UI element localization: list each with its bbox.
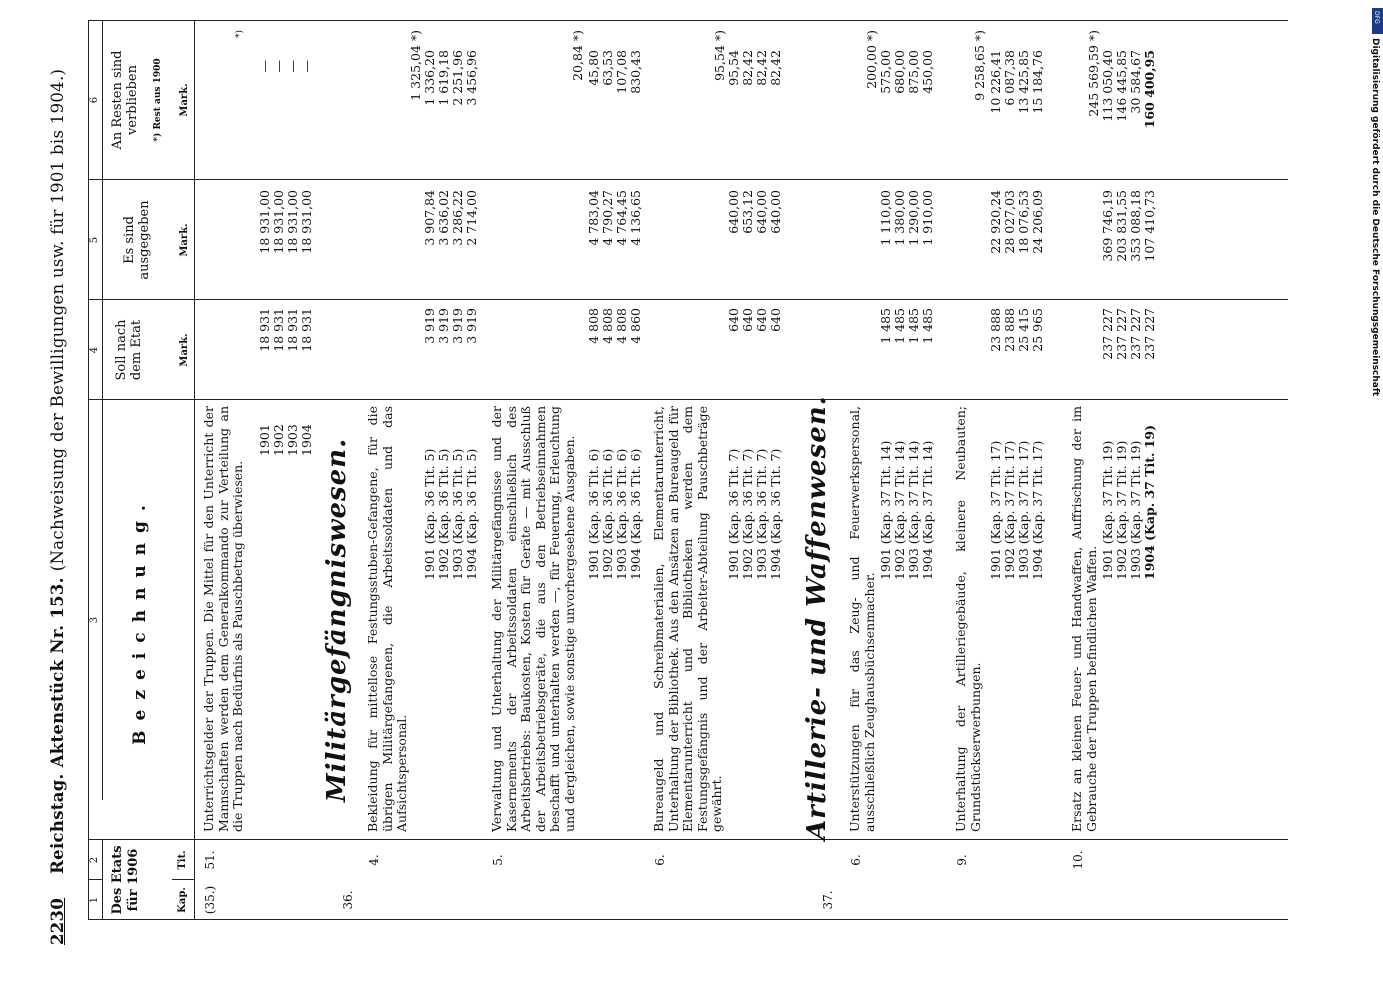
resten-value: — [257, 60, 272, 73]
row-text: Verwaltung und Unterhaltung der Militärgefängnisse und der Kasernements der Arbeitssoldaten einschließlich des Arbeitsbetriebs: Baukosten, Kosten für Geräte — mit Ausschluß der Arbeitsbetriebsgeräte, die aus den Betriebseinnahmen beschafft und unterhalten werden —, für Feuerung, Erleuchtung und dergleichen, sowie sonstige unvorhergesehene Ausgaben. [489, 406, 577, 832]
ausgegeben-value: 4 790,27 [600, 190, 615, 246]
ausgegeben-value: 28 027,03 [1002, 190, 1017, 254]
section-heading: Artillerie- und Waffenwesen. [802, 395, 832, 840]
resten-header: An Resten sind verblieben [110, 50, 140, 150]
soll-value: 237 227 [1114, 308, 1129, 360]
ausgegeben-value: 18 931,00 [285, 190, 300, 254]
resten-value: 30 584,67 [1128, 50, 1143, 114]
ausgegeben-value: 18 931,00 [271, 190, 286, 254]
row-year: 1903 (Kap. 37 Tit. 17) [1016, 440, 1031, 580]
row-year: 1902 (Kap. 37 Tit. 19) [1114, 440, 1129, 580]
row-text: Ersatz an kleinen Feuer- und Handwaffen, Auffrischung der im Gebrauche der Truppen befindlichen Waffen. [1069, 406, 1099, 832]
row-year: 1904 (Kap. 37 Tit. 14) [920, 440, 935, 580]
rest-1900-value: 9 258,65 *) [972, 30, 987, 101]
row-text: Unterstützungen für das Zeug- und Feuerwerkspersonal, ausschließlich Zeughausbüchsenmacher. [847, 406, 877, 832]
col-number-1: 1 [89, 896, 100, 904]
digitization-sidebar [1356, 8, 1383, 998]
row-year: 1901 (Kap. 37 Tit. 14) [878, 440, 893, 580]
soll-value: 640 [768, 308, 783, 332]
row-tit: 5. [491, 854, 505, 866]
soll-value: 4 808 [600, 308, 615, 344]
page-header [50, 25, 67, 945]
page-number: 2230 [48, 897, 67, 945]
resten-value: 15 184,76 [1030, 50, 1045, 114]
soll-value: 640 [740, 308, 755, 332]
tit-header: Tit. [177, 850, 188, 870]
row-tit: 6. [849, 854, 863, 866]
col-number-3: 3 [89, 616, 100, 624]
resten-value: 1 619,18 [436, 50, 451, 106]
row-year: 1901 (Kap. 36 Tit. 6) [586, 448, 601, 580]
resten-value: 680,00 [892, 50, 907, 94]
ausgegeben-value: 18 931,00 [299, 190, 314, 254]
row-tit: 4. [367, 854, 381, 866]
soll-value: 640 [754, 308, 769, 332]
kap-header: Kap. [177, 887, 188, 913]
ausgegeben-value: 24 206,09 [1030, 190, 1045, 254]
ausgegeben-value: 1 110,00 [878, 190, 893, 246]
ausgegeben-value: 3 907,84 [422, 190, 437, 246]
soll-value: 23 888 [988, 308, 1003, 352]
document-subtitle: (Nachweisung der Bewilligungen usw. für 1901 bis 1904.) [48, 68, 67, 572]
col-number-4: 4 [89, 346, 100, 354]
ausgegeben-value: 640,00 [754, 190, 769, 234]
row-year: 1904 (Kap. 36 Tit. 5) [464, 448, 479, 580]
soll-value: 18 931 [299, 308, 314, 352]
ausgegeben-value: 640,00 [726, 190, 741, 234]
rest-1900-value: *) [235, 30, 245, 39]
row-kap: 37. [821, 890, 835, 910]
rest-1900-value: 200,00 *) [864, 30, 879, 89]
row-year: 1901 (Kap. 36 Tit. 5) [422, 448, 437, 580]
resten-value: 6 087,38 [1002, 50, 1017, 106]
ausgegeben-value: 22 920,24 [988, 190, 1003, 254]
soll-value: 1 485 [920, 308, 935, 344]
ausgegeben-value: 1 380,00 [892, 190, 907, 246]
row-year: 1902 (Kap. 37 Tit. 14) [892, 440, 907, 580]
row-year: 1903 (Kap. 36 Tit. 5) [450, 448, 465, 580]
row-kap: 36. [341, 890, 355, 910]
row-tit: 51. [203, 850, 217, 870]
row-tit: 6. [653, 854, 667, 866]
soll-value: 18 931 [285, 308, 300, 352]
row-year: 1902 [271, 424, 286, 456]
table [88, 20, 1288, 920]
resten-value: 875,00 [906, 50, 921, 94]
row-text: Bureaugeld und Schreibmaterialien, Elementarunterricht, Unterhaltung der Bibliothek. Aus den Ansätzen an Bureaugeld für Elementarunterricht und Bibliotheken werden dem Festungsgefängnis und der Arbeiter-Abteilung Pauschbeträge gewährt. [651, 406, 724, 832]
row-year: 1901 (Kap. 37 Tit. 17) [988, 440, 1003, 580]
resten-value: 1 336,20 [422, 50, 437, 106]
row-year: 1901 [257, 424, 272, 456]
soll-value: 237 227 [1100, 308, 1115, 360]
ausgegeben-value: 4 764,45 [614, 190, 629, 246]
ausgegeben-value: 640,00 [768, 190, 783, 234]
col-number-2: 2 [89, 856, 100, 864]
row-text: Unterrichtsgelder der Truppen. Die Mittel für den Unterricht der Mannschaften werden dem Generalkommando zur Verteilung an die Truppen nach Bedürfnis als Pauschbetrag überwiesen. [201, 406, 245, 832]
row-year: 1902 (Kap. 36 Tit. 6) [600, 448, 615, 580]
col-number-5: 5 [89, 236, 100, 244]
soll-header: Soll nach dem Etat [114, 319, 144, 381]
resten-note: *) Rest aus 1900 [153, 58, 163, 142]
row-year: 1901 (Kap. 36 Tit. 7) [726, 448, 741, 580]
row-year: 1903 [285, 424, 300, 456]
resten-value: 13 425,85 [1016, 50, 1031, 114]
resten-value: 82,42 [740, 50, 755, 86]
ausgegeben-value: 353 088,18 [1128, 190, 1143, 262]
row-year: 1902 (Kap. 36 Tit. 7) [740, 448, 755, 580]
soll-value: 1 485 [892, 308, 907, 344]
section-heading: Militärgefängniswesen. [322, 437, 352, 803]
ausgegeben-value: 1 910,00 [920, 190, 935, 246]
ausgegeben-value: 203 831,55 [1114, 190, 1129, 262]
resten-value: — [271, 60, 286, 73]
document-title: Reichstag. Aktenstück Nr. 153. [48, 577, 67, 874]
ausgegeben-value: 107 410,73 [1142, 190, 1157, 262]
soll-value: 3 919 [450, 308, 465, 344]
soll-value: 3 919 [422, 308, 437, 344]
soll-value: 4 860 [628, 308, 643, 344]
row-year: 1903 (Kap. 37 Tit. 19) [1128, 440, 1143, 580]
resten-value: 10 226,41 [988, 50, 1003, 114]
rest-1900-value: 20,84 *) [570, 30, 585, 81]
row-text: Unterhaltung der Artilleriegebäude, kleinere Neubauten; Grundstückserwerbungen. [953, 406, 983, 832]
resten-value: 95,54 [726, 50, 741, 86]
ausgegeben-value: 1 290,00 [906, 190, 921, 246]
resten-value: 3 456,96 [464, 50, 479, 106]
resten-value: 146 445,85 [1114, 50, 1129, 122]
resten-value: 160 400,95 [1142, 50, 1157, 129]
soll-value: 3 919 [436, 308, 451, 344]
row-year: 1904 [299, 424, 314, 456]
row-year: 1902 (Kap. 36 Tit. 5) [436, 448, 451, 580]
ausgegeben-unit: Mark. [179, 223, 190, 257]
ausgegeben-value: 653,12 [740, 190, 755, 234]
soll-unit: Mark. [179, 333, 190, 367]
soll-value: 18 931 [257, 308, 272, 352]
resten-unit: Mark. [179, 83, 190, 117]
soll-value: 1 485 [878, 308, 893, 344]
col-number-6: 6 [89, 96, 100, 104]
ausgegeben-value: 4 136,65 [628, 190, 643, 246]
soll-value: 25 965 [1030, 308, 1045, 352]
row-year: 1904 (Kap. 37 Tit. 19) [1142, 424, 1157, 580]
ausgegeben-value: 18 076,53 [1016, 190, 1031, 254]
row-tit: 9. [955, 854, 969, 866]
resten-value: 575,00 [878, 50, 893, 94]
resten-value: 830,43 [628, 50, 643, 94]
ausgegeben-value: 3 636,02 [436, 190, 451, 246]
ausgegeben-value: 369 746,19 [1100, 190, 1115, 262]
ausgegeben-value: 18 931,00 [257, 190, 272, 254]
row-year: 1903 (Kap. 36 Tit. 6) [614, 448, 629, 580]
ausgegeben-value: 2 714,00 [464, 190, 479, 246]
resten-value: 82,42 [768, 50, 783, 86]
resten-value: 107,08 [614, 50, 629, 94]
resten-value: 113 050,40 [1100, 50, 1115, 122]
row-text: Bekleidung für mittellose Festungsstuben-Gefangene, für die übrigen Militärgefangenen, die Arbeitssoldaten und das Aufsichtspersonal. [365, 406, 409, 832]
dfg-logo-text: DFG [1373, 11, 1380, 24]
soll-value: 4 808 [586, 308, 601, 344]
soll-value: 3 919 [464, 308, 479, 344]
soll-value: 1 485 [906, 308, 921, 344]
row-year: 1904 (Kap. 36 Tit. 7) [768, 448, 783, 580]
dfg-logo [1372, 8, 1383, 34]
bezeichnung-header: Bezeichnung. [130, 495, 150, 745]
resten-value: 450,00 [920, 50, 935, 94]
soll-value: 237 227 [1128, 308, 1143, 360]
ausgegeben-value: 4 783,04 [586, 190, 601, 246]
row-year: 1903 (Kap. 37 Tit. 14) [906, 440, 921, 580]
etats-header: Des Etats für 1906 [110, 845, 141, 915]
soll-value: 18 931 [271, 308, 286, 352]
resten-value: — [299, 60, 314, 73]
row-year: 1901 (Kap. 37 Tit. 19) [1100, 440, 1115, 580]
rest-1900-value: 245 569,59 *) [1086, 30, 1101, 117]
resten-value: 82,42 [754, 50, 769, 86]
soll-value: 640 [726, 308, 741, 332]
row-year: 1904 (Kap. 37 Tit. 17) [1030, 440, 1045, 580]
rest-1900-value: 95,54 *) [712, 30, 727, 81]
ausgegeben-header: Es sind ausgegeben [122, 200, 152, 280]
ausgegeben-value: 3 286,22 [450, 190, 465, 246]
soll-value: 4 808 [614, 308, 629, 344]
row-year: 1902 (Kap. 37 Tit. 17) [1002, 440, 1017, 580]
row-tit: 10. [1071, 850, 1085, 870]
row-kap: (35.) [203, 885, 217, 915]
rotated-document [50, 10, 1310, 960]
digitization-credit: Digitalisierung gefördert durch die Deutsche Forschungsgemeinschaft [1370, 38, 1380, 397]
resten-value: — [285, 60, 300, 73]
soll-value: 23 888 [1002, 308, 1017, 352]
row-year: 1904 (Kap. 36 Tit. 6) [628, 448, 643, 580]
resten-value: 45,80 [586, 50, 601, 86]
resten-value: 2 251,96 [450, 50, 465, 106]
resten-value: 63,53 [600, 50, 615, 86]
soll-value: 237 227 [1142, 308, 1157, 360]
rest-1900-value: 1 325,04 *) [408, 30, 423, 101]
row-year: 1903 (Kap. 36 Tit. 7) [754, 448, 769, 580]
soll-value: 25 415 [1016, 308, 1031, 352]
